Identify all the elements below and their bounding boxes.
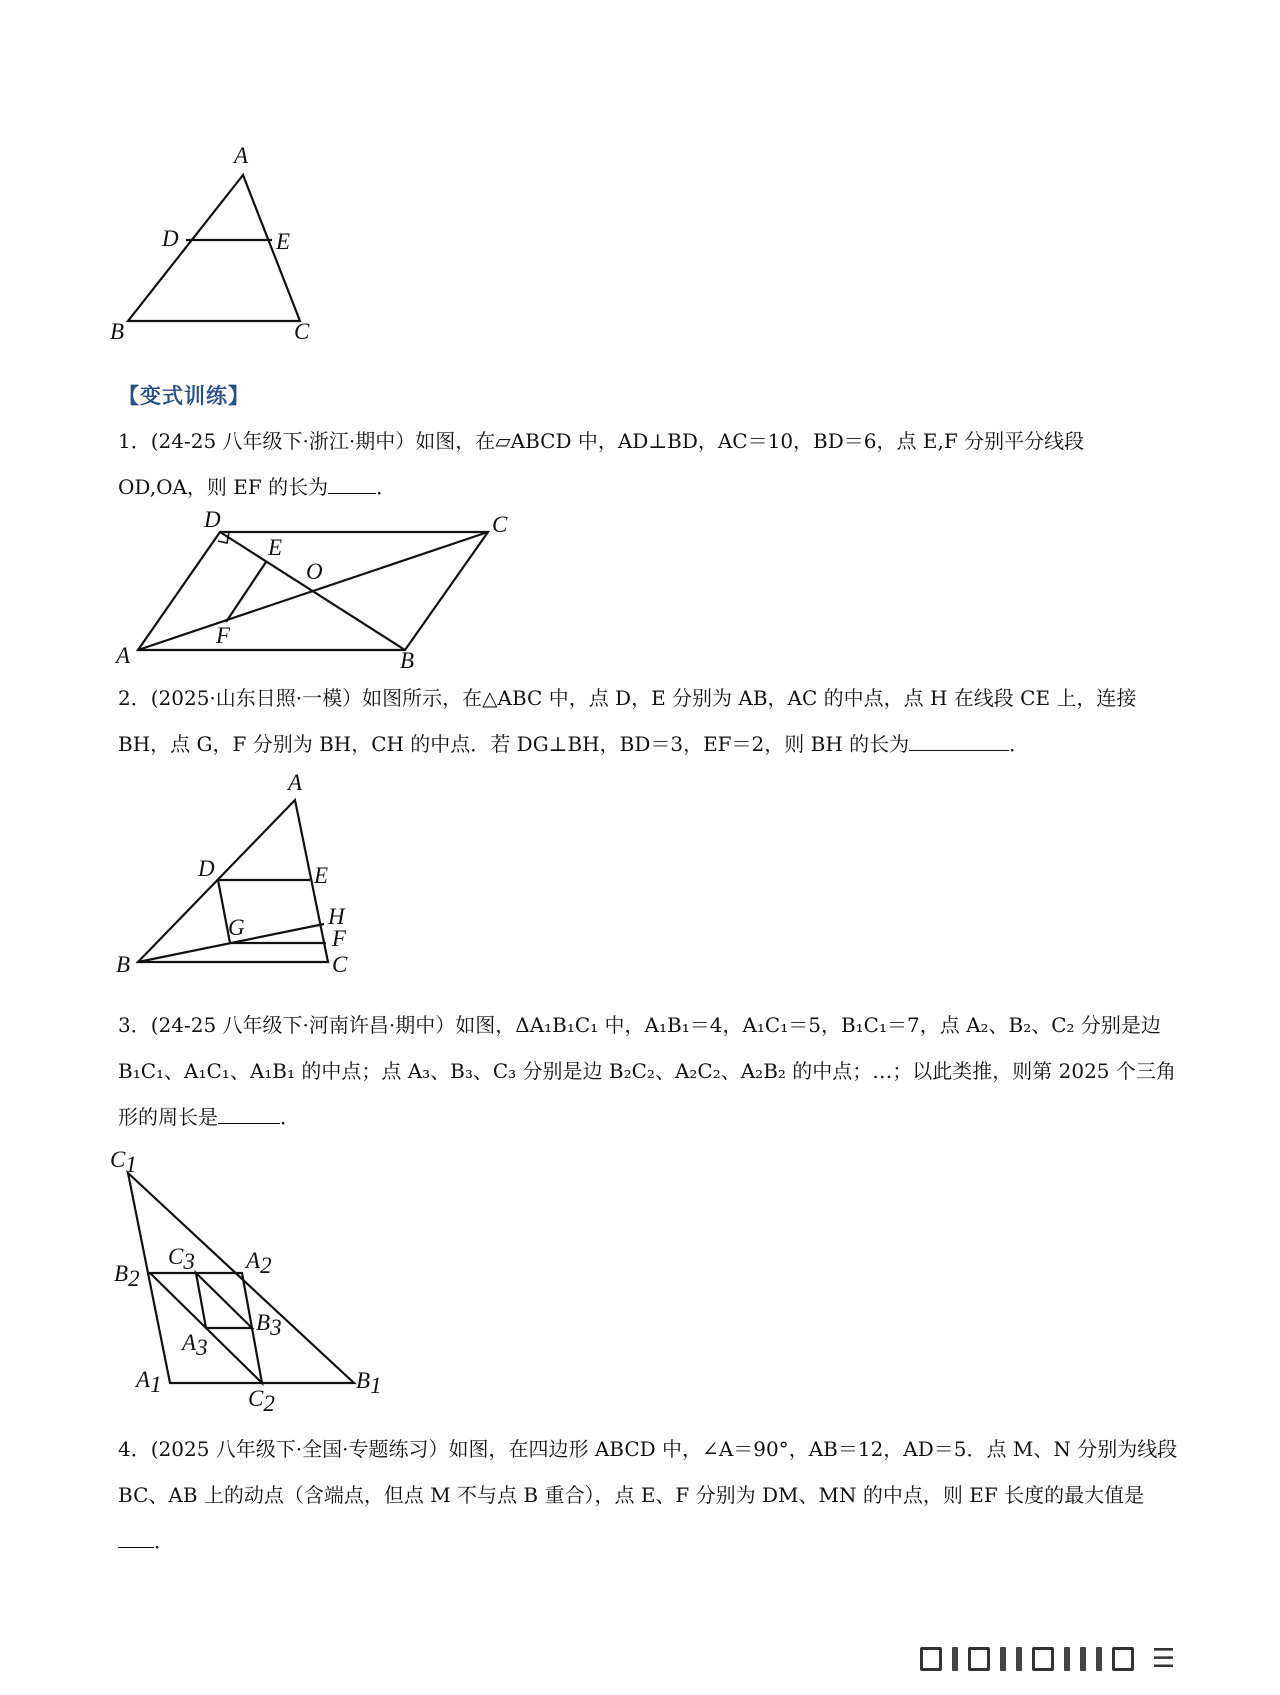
bar-icon [1064, 1647, 1070, 1671]
problem-2-text: 2．(2025·山东日照·一模）如图所示，在△ABC 中，点 D，E 分别为 AB，AC 的中点，点 H 在线段 CE 上，连接 BH，点 G，F 分别为 BH，CH 的中点．若 DG⊥BH，BD＝3，EF＝2，则 BH 的长为 [118, 686, 1137, 756]
label-b: B [400, 648, 415, 673]
label-f: F [216, 623, 231, 648]
label-c: C [294, 319, 310, 344]
problem-3-tail: ． [280, 1105, 300, 1129]
bar-icon [1096, 1647, 1102, 1671]
figure-nested-triangles [110, 1140, 390, 1416]
label-h: H [328, 904, 345, 929]
viewer-toolbar [920, 1640, 1260, 1678]
problem-2 [118, 675, 1178, 767]
label-f: F [332, 926, 347, 951]
menu-glyph-icon: ☰ [1152, 1644, 1176, 1674]
frame-icon [968, 1647, 990, 1671]
problem-4-tail: ． [154, 1529, 174, 1553]
problem-2-tail: ． [1009, 732, 1030, 756]
label-a1: A1 [136, 1367, 162, 1397]
label-a: A [288, 770, 303, 795]
problem-3-text: 3．(24-25 八年级下·河南许昌·期中）如图，ΔA₁B₁C₁ 中，A₁B₁＝4，A₁C₁＝5，B₁C₁＝7，点 A₂、B₂、C₂ 分别是边 B₁C₁、A₁C₁、A₁B₁ 的中点；点 A₃、B₃、C₃ 分别是边 B₂C₂、A₂C₂、A₂B₂ 的中点；…；以此类推，则第 2025 个三角形的周长是 [118, 1013, 1176, 1129]
bar-icon [1016, 1647, 1022, 1671]
label-d: D [198, 856, 215, 881]
problem-3 [118, 1002, 1178, 1140]
problem-4-text: 4．(2025 八年级下·全国·专题练习）如图，在四边形 ABCD 中，∠A＝90°，AB＝12，AD＝5．点 M、N 分别为线段 BC、AB 上的动点（含端点，但点 M 不与点 B 重合），点 E、F 分别为 DM、MN 的中点，则 EF 长度的最大值是 [118, 1437, 1178, 1507]
bar-icon [1000, 1647, 1006, 1671]
problem-1-text: 1．(24-25 八年级下·浙江·期中）如图，在▱ABCD 中，AD⊥BD，AC＝10，BD＝6，点 E,F 分别平分线段 OD,OA，则 EF 的长为 [118, 429, 1085, 499]
label-d: D [162, 226, 179, 251]
label-a: A [234, 143, 249, 168]
label-d: D [204, 507, 221, 532]
problem-4 [118, 1426, 1178, 1564]
bar-icon [952, 1647, 958, 1671]
figure-triangle-ade [110, 145, 340, 370]
label-b: B [116, 952, 131, 977]
frame-icon [1112, 1647, 1134, 1671]
frame-icon [920, 1647, 942, 1671]
label-c3: C3 [168, 1244, 195, 1274]
answer-blank-4[interactable] [118, 1525, 154, 1548]
label-c: C [492, 512, 508, 537]
label-o: O [306, 559, 323, 584]
answer-blank-2[interactable] [909, 728, 1009, 751]
bar-icon [1080, 1647, 1086, 1671]
label-g: G [228, 915, 245, 940]
label-b1: B1 [356, 1368, 382, 1398]
frame-icon [1032, 1647, 1054, 1671]
label-e: E [276, 229, 291, 254]
problem-1 [118, 418, 1178, 510]
label-e: E [314, 863, 329, 888]
triangle-a1b1c1 [128, 1173, 354, 1383]
answer-blank-1[interactable] [328, 471, 376, 494]
label-b2: B2 [114, 1261, 140, 1291]
label-c: C [332, 952, 348, 977]
label-b3: B3 [256, 1310, 282, 1340]
label-b: B [110, 319, 125, 344]
label-e: E [268, 535, 283, 560]
label-a: A [116, 643, 131, 668]
label-c2: C2 [248, 1386, 275, 1416]
figure-parallelogram [110, 507, 520, 673]
label-a2: A2 [246, 1248, 272, 1278]
figure-triangle-bh [110, 770, 370, 985]
problem-1-tail: ． [376, 475, 397, 499]
label-a3: A3 [182, 1330, 208, 1360]
answer-blank-3[interactable] [218, 1101, 280, 1124]
triangle-abc [128, 175, 300, 321]
label-c1: C1 [110, 1147, 137, 1177]
section-heading: 【变式训练】 [118, 384, 250, 408]
